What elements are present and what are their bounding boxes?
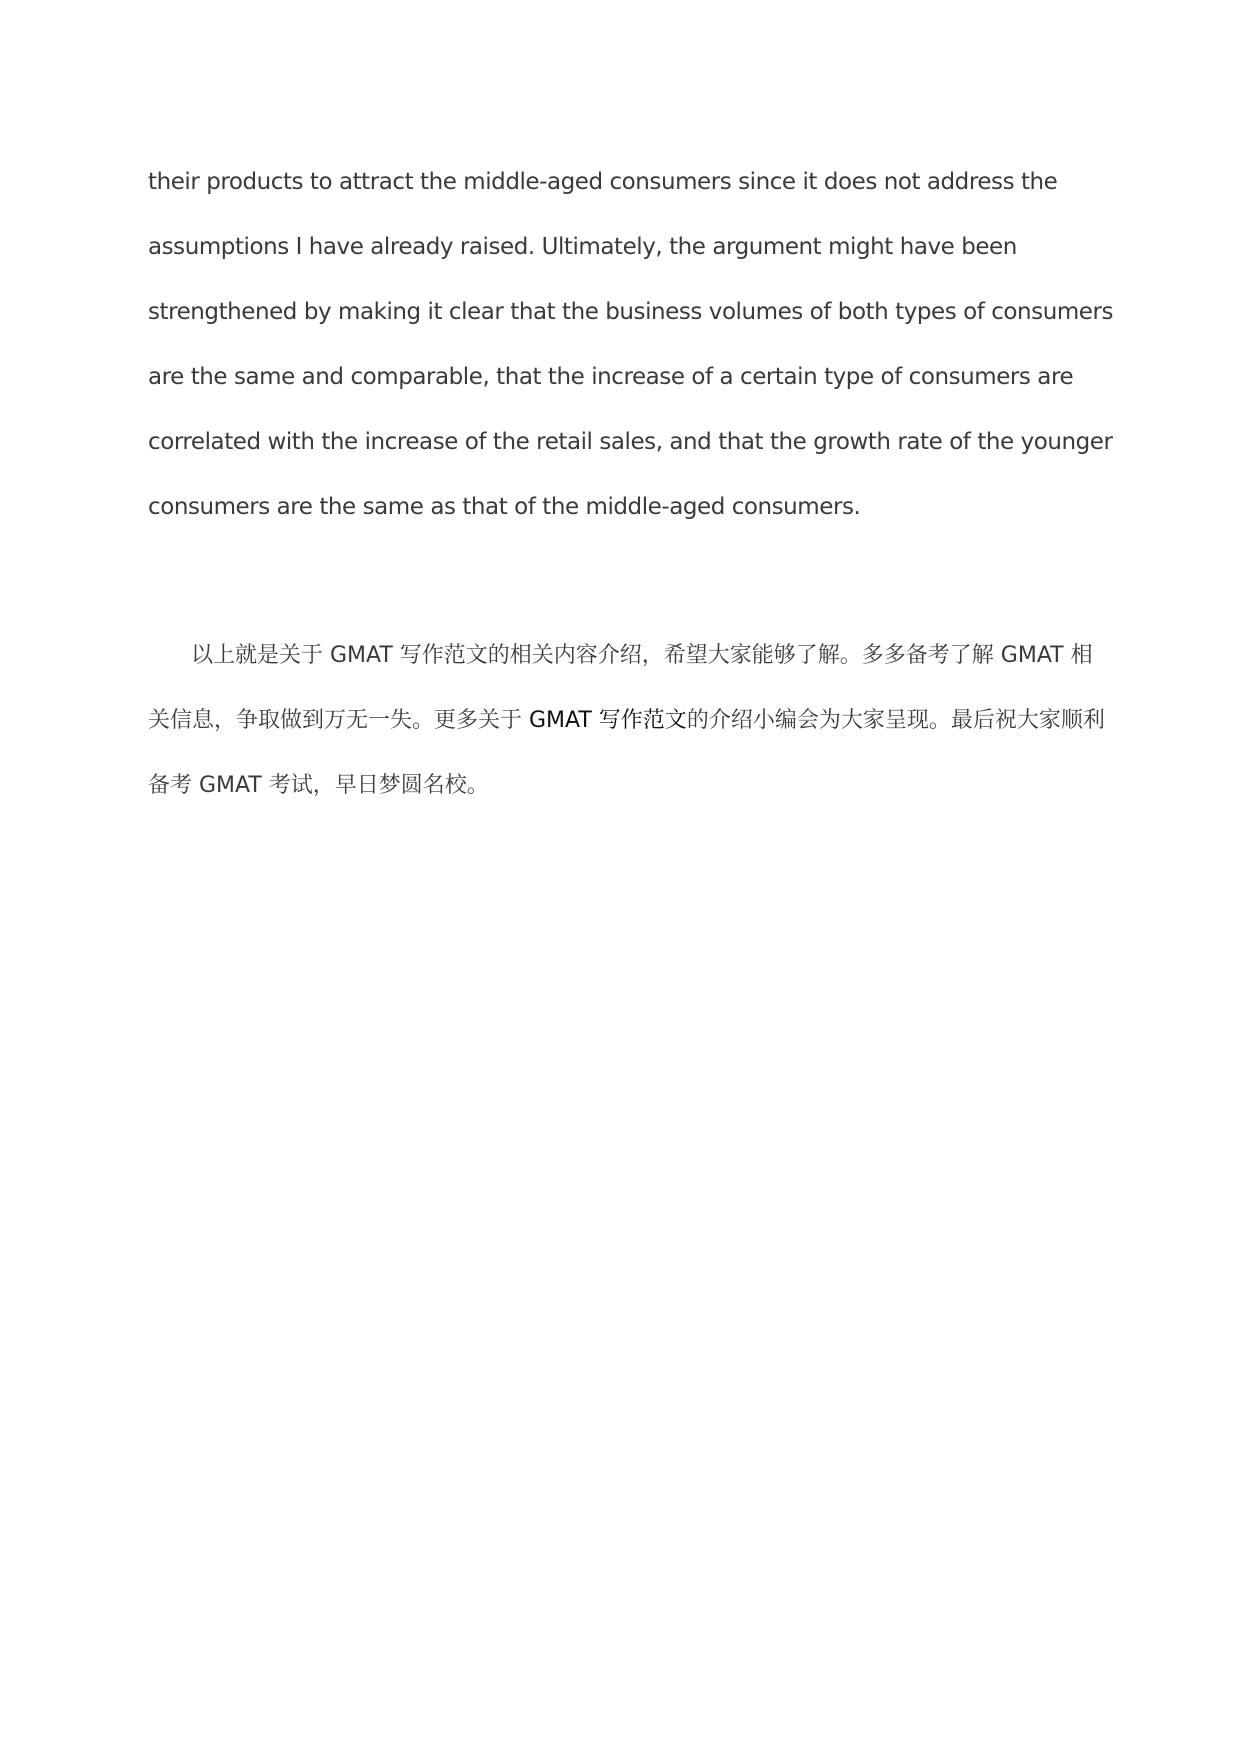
english-line-4: are the same and comparable, that the increase of a certain type of consumers are [148, 364, 1074, 390]
english-line-1: their products to attract the middle-aged consumers since it does not address the [148, 169, 1058, 195]
english-line-6: consumers are the same as that of the middle-aged consumers. [148, 494, 861, 520]
chinese-line-2-end: 的介绍小编会为大家呈现。最后祝大家顺利 [686, 708, 1105, 733]
gmat-writing-sample-link[interactable]: GMAT 写作范文 [529, 708, 687, 733]
english-line-2: assumptions I have already raised. Ultimately, the argument might have been [148, 234, 1017, 260]
chinese-line-3: 备考 GMAT 考试，早日梦圆名校。 [148, 773, 489, 798]
chinese-line-2 [148, 688, 1108, 753]
english-paragraph [148, 150, 1114, 540]
chinese-line-1: 以上就是关于 GMAT 写作范文的相关内容介绍，希望大家能够了解。多多备考了解 GMAT 相 [191, 643, 1093, 668]
english-line-3: strengthened by making it clear that the business volumes of both types of consumers [148, 299, 1114, 325]
english-line-5: correlated with the increase of the retail sales, and that the growth rate of the younger [148, 429, 1113, 455]
chinese-paragraph [148, 623, 1108, 818]
chinese-line-2-start: 关信息，争取做到万无一失。更多关于 [148, 708, 529, 733]
